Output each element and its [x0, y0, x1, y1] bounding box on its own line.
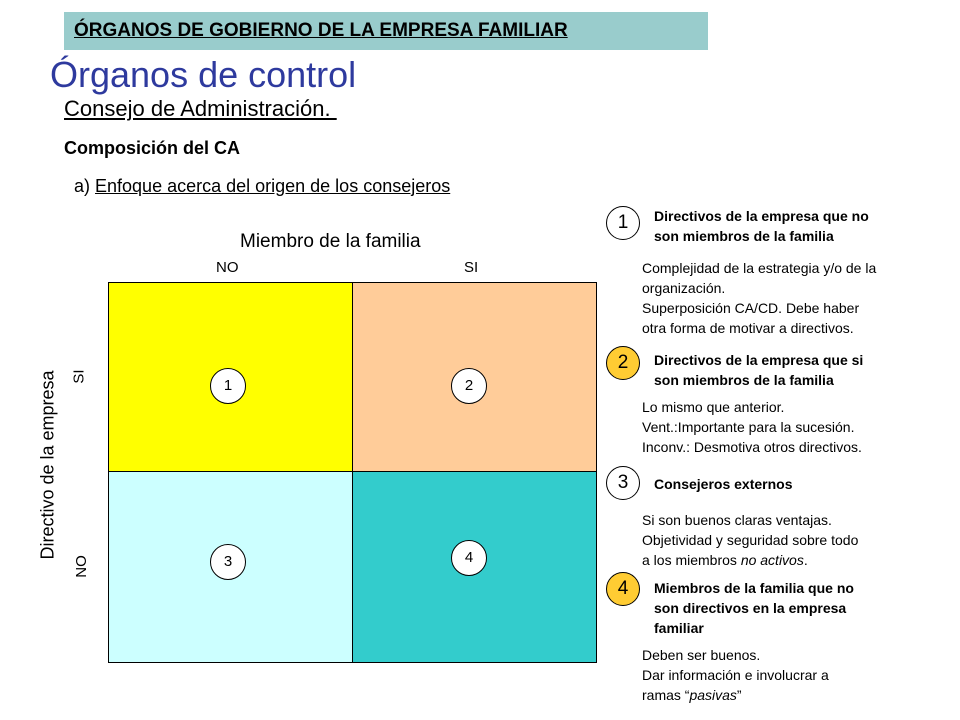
- quadrant-1-number: 1: [210, 368, 246, 404]
- page-title: Órganos de control: [50, 54, 357, 95]
- column-label-no: NO: [216, 259, 239, 276]
- point-text: Enfoque acerca del origen de los consejeros: [95, 176, 451, 196]
- side-title-1: Directivos de la empresa que no son miembros de la familia: [654, 208, 869, 244]
- side-number-4: 4: [606, 572, 640, 606]
- page-subtitle: Consejo de Administración.: [64, 96, 337, 121]
- side-title-4: Miembros de la familia que no son directivos en la empresa familiar: [654, 580, 854, 636]
- row-header-text: Directivo de la empresa: [37, 370, 58, 560]
- side-body-3: Si son buenos claras ventajas. Objetividad y seguridad sobre todo a los miembros no activos.: [642, 512, 859, 568]
- row-header: [38, 345, 58, 585]
- quadrant-3-number: 3: [210, 544, 246, 580]
- side-title-3: Consejeros externos: [654, 476, 793, 492]
- side-number-2: 2: [606, 346, 640, 380]
- quadrant-4-number: 4: [451, 540, 487, 576]
- row-label-si: SI: [70, 369, 88, 384]
- point-prefix: a): [74, 176, 96, 196]
- side-number-1: 1: [606, 206, 640, 240]
- quadrant-2-number: 2: [451, 368, 487, 404]
- column-header: Miembro de la familia: [240, 231, 421, 252]
- side-number-3: 3: [606, 466, 640, 500]
- side-body-2: Lo mismo que anterior. Vent.:Importante para la sucesión. Inconv.: Desmotiva otros directivos.: [642, 399, 862, 455]
- row-label-no: NO: [72, 555, 90, 578]
- banner-title: ÓRGANOS DE GOBIERNO DE LA EMPRESA FAMILIAR: [74, 20, 568, 41]
- column-label-si: SI: [464, 259, 479, 276]
- side-title-2: Directivos de la empresa que si son miembros de la familia: [654, 352, 864, 388]
- section-heading: Composición del CA: [64, 138, 241, 158]
- side-body-1: Complejidad de la estrategia y/o de la organización. Superposición CA/CD. Debe haber otra forma de motivar a directivos.: [642, 260, 877, 336]
- point-a: [74, 176, 450, 197]
- side-body-4: Deben ser buenos. Dar información e involucrar a ramas “pasivas”: [642, 647, 829, 703]
